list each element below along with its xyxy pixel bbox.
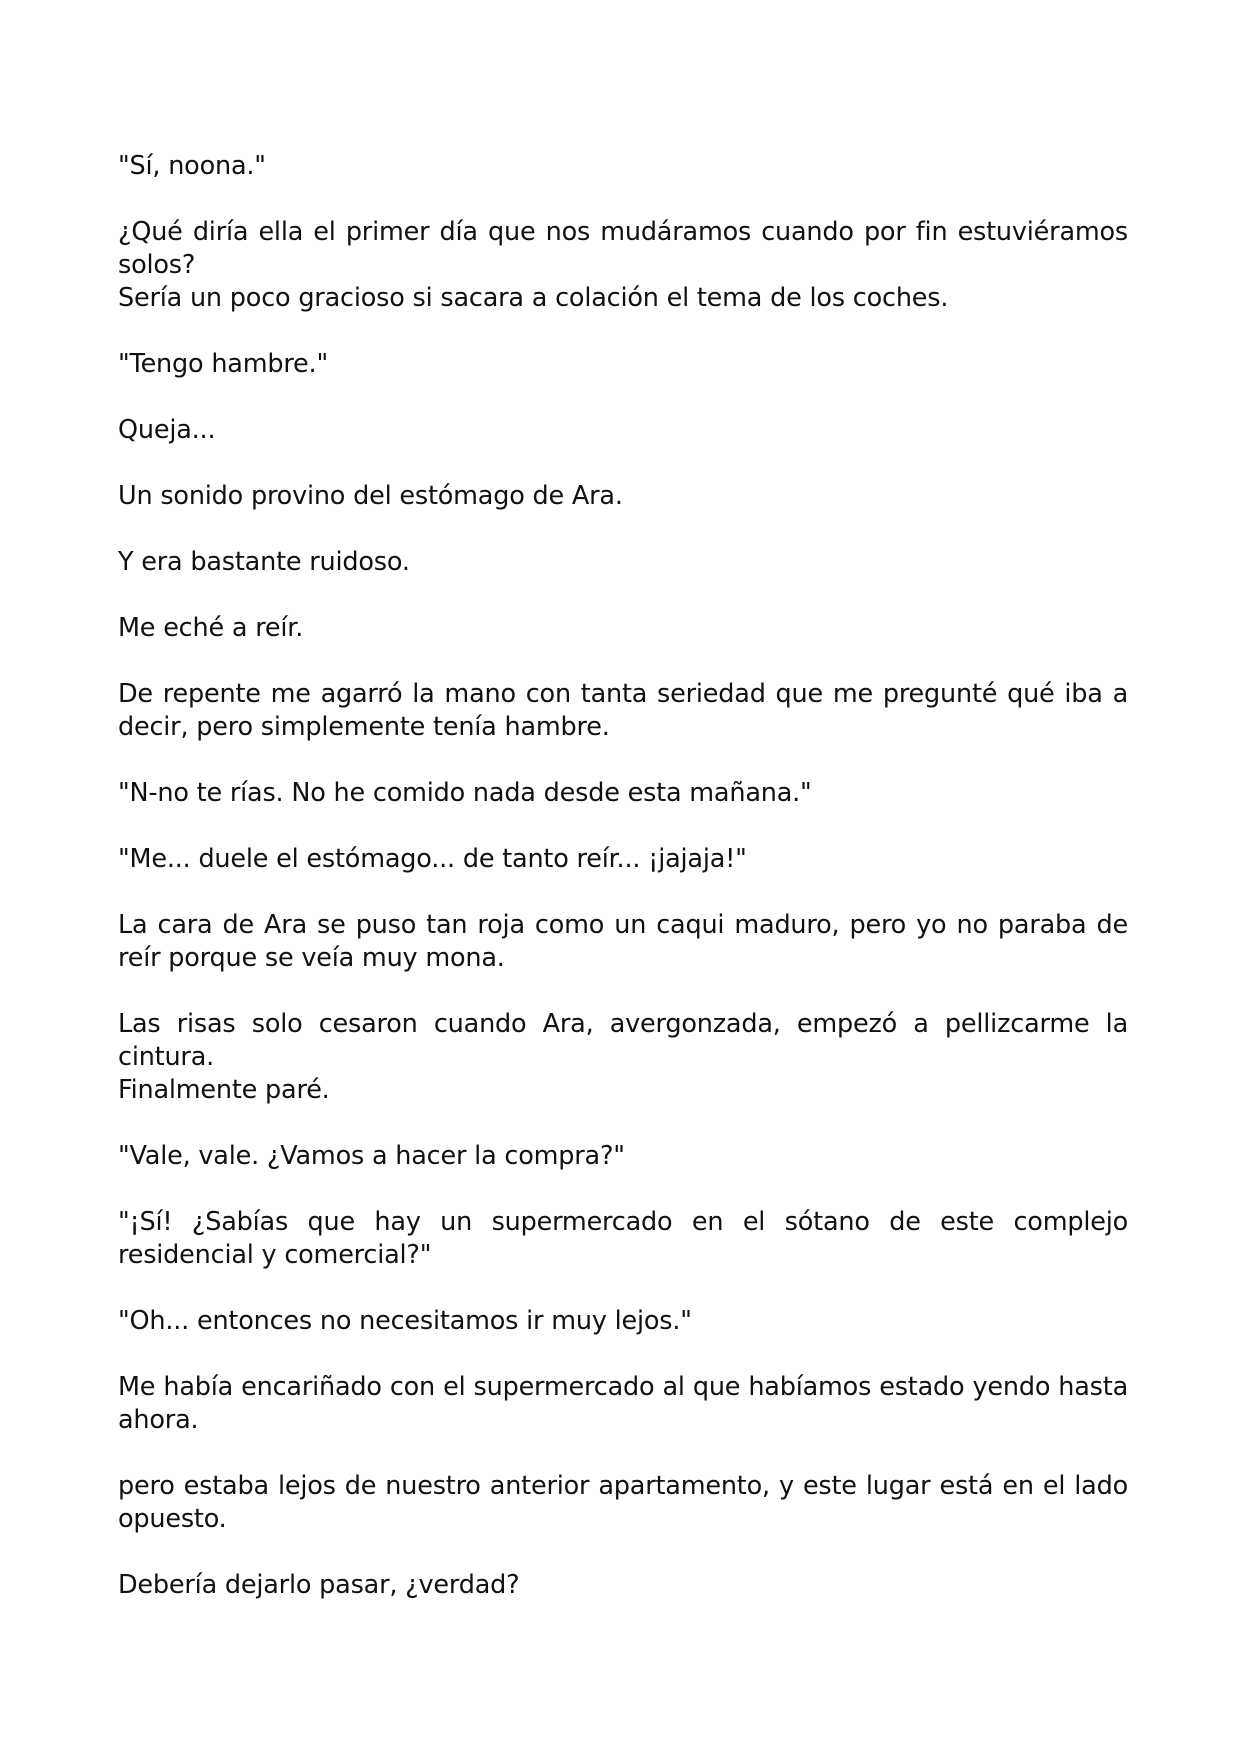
paragraph: Sería un poco gracioso si sacara a colación el tema de los coches. (118, 283, 949, 313)
paragraph: "Vale, vale. ¿Vamos a hacer la compra?" (118, 1141, 625, 1171)
paragraph: "N-no te rías. No he comido nada desde esta mañana." (118, 778, 812, 808)
paragraph: ¿Qué diría ella el primer día que nos mudáramos cuando por fin estuviéramos solos? (118, 217, 1128, 280)
paragraph: Queja... (118, 415, 216, 445)
paragraph: "¡Sí! ¿Sabías que hay un supermercado en el sótano de este complejo residencial y comercial?" (118, 1207, 1128, 1270)
paragraph: Finalmente paré. (118, 1075, 330, 1105)
paragraph: "Sí, noona." (118, 151, 266, 181)
document-body (118, 150, 1128, 1635)
paragraph: Me eché a reír. (118, 613, 304, 643)
paragraph: Y era bastante ruidoso. (118, 547, 410, 577)
paragraph: Debería dejarlo pasar, ¿verdad? (118, 1570, 520, 1600)
paragraph: Las risas solo cesaron cuando Ara, avergonzada, empezó a pellizcarme la cintura. (118, 1009, 1128, 1072)
paragraph: pero estaba lejos de nuestro anterior apartamento, y este lugar está en el lado opuesto. (118, 1471, 1128, 1534)
paragraph: Un sonido provino del estómago de Ara. (118, 481, 623, 511)
paragraph: "Me... duele el estómago... de tanto reír... ¡jajaja!" (118, 844, 747, 874)
paragraph: Me había encariñado con el supermercado al que habíamos estado yendo hasta ahora. (118, 1372, 1128, 1435)
paragraph: De repente me agarró la mano con tanta seriedad que me pregunté qué iba a decir, pero simplemente tenía hambre. (118, 679, 1128, 742)
paragraph: "Oh... entonces no necesitamos ir muy lejos." (118, 1306, 692, 1336)
paragraph: La cara de Ara se puso tan roja como un caqui maduro, pero yo no paraba de reír porque se veía muy mona. (118, 910, 1128, 973)
paragraph: "Tengo hambre." (118, 349, 328, 379)
